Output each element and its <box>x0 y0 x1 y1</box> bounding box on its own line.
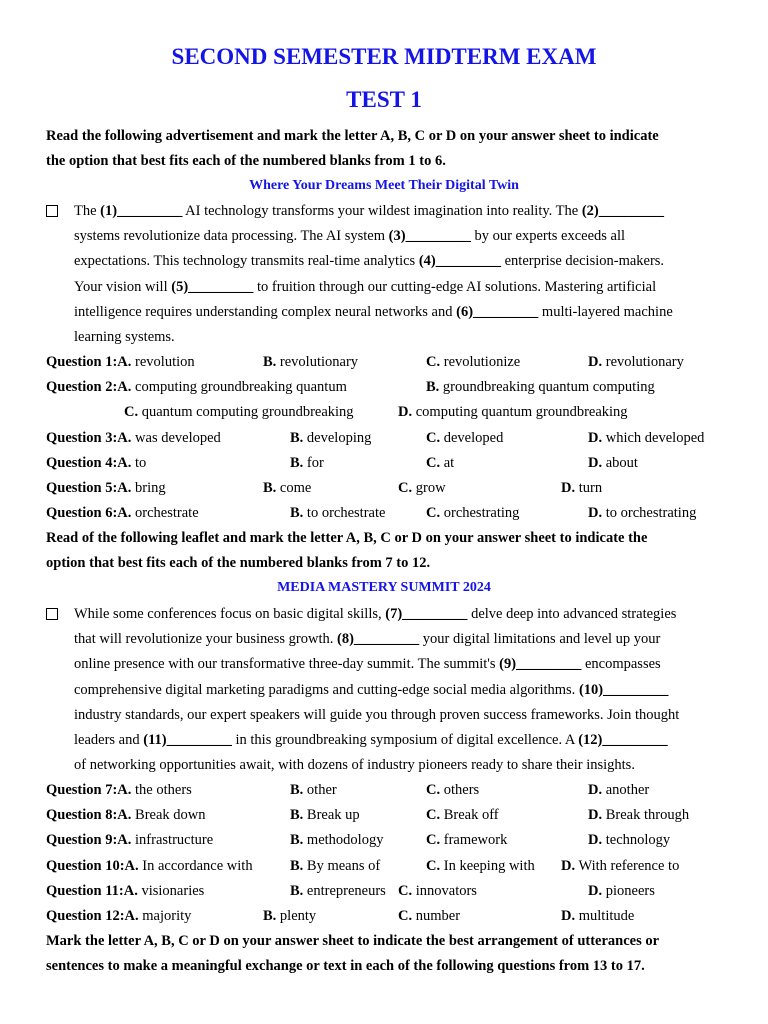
answer-option-c[interactable] <box>426 504 519 522</box>
passage-text: systems revolutionize data processing. The AI system <box>74 228 389 245</box>
option-text: to orchestrate <box>303 505 386 522</box>
leaflet-passage-line <box>74 706 679 724</box>
leaflet-passage-line <box>74 630 660 648</box>
option-letter: D. <box>588 882 603 899</box>
option-letter: C. <box>426 832 441 849</box>
answer-option-a[interactable] <box>46 781 192 799</box>
passage-text: your digital limitations and level up your <box>419 631 661 648</box>
answer-option-a[interactable] <box>46 378 347 396</box>
option-text: the others <box>131 782 192 798</box>
passage-text: multi-layered machine <box>538 303 673 320</box>
answer-option-b[interactable] <box>263 907 316 925</box>
blank-number: (7)_________ <box>385 606 468 622</box>
option-text: others <box>440 782 480 798</box>
question-label: Question 3: <box>46 429 118 446</box>
option-text: revolution <box>131 354 195 370</box>
option-text: revolutionary <box>602 354 684 370</box>
option-text: infrastructure <box>131 832 214 849</box>
option-text: computing groundbreaking quantum <box>131 379 347 396</box>
option-text: framework <box>440 832 508 849</box>
option-letter: A. <box>117 379 132 396</box>
option-letter: B. <box>290 505 304 522</box>
blank-number: (9)_________ <box>499 656 582 673</box>
option-text: With reference to <box>575 857 680 874</box>
option-text: number <box>412 908 461 924</box>
option-text: about <box>602 454 638 471</box>
option-text: to orchestrating <box>602 505 697 522</box>
answer-option-a[interactable] <box>46 806 206 824</box>
passage-text: in this groundbreaking symposium of digital excellence. A <box>231 732 579 748</box>
advertisement-passage-line <box>74 227 625 245</box>
exam-title: SECOND SEMESTER MIDTERM EXAM <box>171 44 597 69</box>
leaflet-heading: MEDIA MASTERY SUMMIT 2024 <box>277 580 491 595</box>
answer-option-d[interactable] <box>588 504 696 522</box>
option-text: Break through <box>602 807 690 824</box>
answer-option-c[interactable] <box>124 403 354 421</box>
blank-number: (2)_________ <box>581 203 664 219</box>
answer-option-a[interactable] <box>46 831 213 849</box>
option-letter: D. <box>588 354 603 370</box>
blank-number: (1)_________ <box>100 203 183 219</box>
option-letter: A. <box>117 454 132 471</box>
option-letter: A. <box>124 908 139 924</box>
answer-option-b[interactable] <box>290 806 360 824</box>
option-text: technology <box>602 832 671 849</box>
option-letter: C. <box>124 404 139 421</box>
blank-number: (3)_________ <box>388 228 471 245</box>
instructions-2-line: option that best fits each of the numbered blanks from 7 to 12. <box>46 555 431 571</box>
option-letter: C. <box>426 429 441 446</box>
answer-option-a[interactable] <box>46 429 221 447</box>
option-letter: A. <box>117 807 132 824</box>
option-letter: B. <box>290 857 304 874</box>
blank-number: (5)_________ <box>171 278 254 295</box>
option-text: By means of <box>303 857 381 874</box>
option-text: to <box>131 454 147 471</box>
passage-text: of networking opportunities await, with dozens of industry pioneers ready to share their insights. <box>74 757 635 774</box>
blank-number: (6)_________ <box>456 303 539 320</box>
option-text: for <box>303 454 324 471</box>
option-text: grow <box>412 480 446 496</box>
option-text: developing <box>303 429 372 446</box>
option-text: pioneers <box>602 882 655 899</box>
option-text: groundbreaking quantum computing <box>439 379 655 396</box>
option-letter: A. <box>123 882 138 899</box>
answer-option-c[interactable] <box>426 857 535 875</box>
option-letter: A. <box>117 505 132 522</box>
leaflet-passage-line <box>74 731 668 749</box>
option-text: orchestrating <box>440 505 520 522</box>
answer-option-c[interactable] <box>426 454 454 472</box>
bullet-square-icon <box>46 608 58 620</box>
option-letter: D. <box>588 505 603 522</box>
leaflet-passage-line <box>74 655 661 673</box>
option-text: quantum computing groundbreaking <box>138 404 354 421</box>
answer-option-c[interactable] <box>426 429 503 447</box>
passage-text: that will revolutionize your business growth. <box>74 631 337 648</box>
answer-option-a[interactable] <box>46 479 166 497</box>
passage-text: encompasses <box>581 656 661 673</box>
answer-option-b[interactable] <box>290 831 383 849</box>
answer-option-c[interactable] <box>398 882 477 900</box>
blank-number: (4)_________ <box>418 253 501 270</box>
option-letter: C. <box>426 857 441 874</box>
passage-text: intelligence requires understanding complex neural networks and <box>74 303 457 320</box>
option-letter: C. <box>426 505 441 522</box>
answer-option-b[interactable] <box>290 429 371 447</box>
option-text: revolutionary <box>276 354 359 370</box>
option-letter: A. <box>117 832 132 849</box>
instructions-3-line: Mark the letter A, B, C or D on your answer sheet to indicate the best arrangement of utterances or <box>46 933 660 949</box>
answer-option-a[interactable] <box>46 353 195 371</box>
passage-text: delve deep into advanced strategies <box>467 606 677 622</box>
option-letter: A. <box>117 782 132 798</box>
option-letter: C. <box>426 782 441 798</box>
answer-option-a[interactable] <box>46 454 146 472</box>
option-text: was developed <box>131 429 221 446</box>
answer-option-a[interactable] <box>46 857 253 875</box>
answer-option-d[interactable] <box>561 907 634 925</box>
answer-option-a[interactable] <box>46 504 199 522</box>
question-label: Question 11: <box>46 882 124 899</box>
passage-text: While some conferences focus on basic digital skills, <box>74 606 386 622</box>
option-letter: B. <box>290 832 304 849</box>
instructions-1-line: Read the following advertisement and mark the letter A, B, C or D on your answer sheet to indicate <box>46 128 659 144</box>
option-text: methodology <box>303 832 384 849</box>
answer-option-d[interactable] <box>398 403 628 421</box>
option-text: developed <box>440 429 504 446</box>
option-letter: B. <box>263 354 277 370</box>
option-text: majority <box>138 908 192 924</box>
bullet-square-icon <box>46 205 58 217</box>
passage-text: leaders and <box>74 732 144 748</box>
question-label: Question 5: <box>46 480 118 496</box>
answer-option-c[interactable] <box>398 479 446 497</box>
option-text: multitude <box>575 908 635 924</box>
question-label: Question 2: <box>46 379 118 396</box>
option-letter: D. <box>588 429 603 446</box>
answer-option-a[interactable] <box>46 882 204 900</box>
answer-option-c[interactable] <box>426 831 507 849</box>
answer-option-c[interactable] <box>398 907 460 925</box>
option-letter: D. <box>588 782 603 798</box>
answer-option-d[interactable] <box>588 454 638 472</box>
answer-option-b[interactable] <box>426 378 655 396</box>
option-text: another <box>602 782 650 798</box>
option-text: Break up <box>303 807 360 824</box>
option-text: In accordance with <box>138 857 253 874</box>
leaflet-passage-line <box>74 605 676 623</box>
option-text: come <box>276 480 312 496</box>
question-label: Question 12: <box>46 908 125 924</box>
option-text: bring <box>131 480 166 496</box>
passage-text: enterprise decision-makers. <box>501 253 665 270</box>
answer-option-b[interactable] <box>290 857 380 875</box>
option-letter: D. <box>561 857 576 874</box>
advertisement-heading: Where Your Dreams Meet Their Digital Twin <box>249 178 519 193</box>
instructions-1-line: the option that best fits each of the numbered blanks from 1 to 6. <box>46 153 446 169</box>
test-number: TEST 1 <box>346 87 422 112</box>
passage-text: online presence with our transformative three-day summit. The summit's <box>74 656 500 673</box>
blank-number: (12)_________ <box>578 732 668 748</box>
answer-option-d[interactable] <box>588 781 649 799</box>
option-text: plenty <box>276 908 317 924</box>
option-letter: A. <box>117 480 132 496</box>
advertisement-passage-line <box>74 252 664 270</box>
question-label: Question 7: <box>46 782 118 798</box>
instructions-3-line: sentences to make a meaningful exchange or text in each of the following questions from 13 to 17. <box>46 958 645 974</box>
question-label: Question 8: <box>46 807 118 824</box>
passage-text: by our experts exceeds all <box>470 228 626 245</box>
option-letter: B. <box>290 807 304 824</box>
option-text: innovators <box>412 882 477 899</box>
answer-option-c[interactable] <box>426 353 520 371</box>
passage-text: learning systems. <box>74 329 175 345</box>
option-text: Break down <box>131 807 206 824</box>
answer-option-b[interactable] <box>290 882 386 900</box>
option-text: other <box>303 782 337 798</box>
passage-text: AI technology transforms your wildest imagination into reality. The <box>182 203 582 219</box>
answer-option-b[interactable] <box>290 454 324 472</box>
option-letter: B. <box>290 429 304 446</box>
option-text: entrepreneurs <box>303 882 386 899</box>
option-letter: D. <box>561 908 576 924</box>
answer-option-b[interactable] <box>263 353 358 371</box>
answer-option-d[interactable] <box>588 806 689 824</box>
answer-option-d[interactable] <box>561 857 679 875</box>
option-letter: B. <box>263 908 277 924</box>
option-letter: C. <box>398 908 413 924</box>
passage-text: to fruition through our cutting-edge AI solutions. Mastering artificial <box>253 278 657 295</box>
answer-option-d[interactable] <box>588 429 704 447</box>
advertisement-passage-line <box>74 303 673 321</box>
advertisement-passage-line <box>74 278 656 296</box>
option-letter: C. <box>398 480 413 496</box>
option-letter: A. <box>117 429 132 446</box>
option-text: which developed <box>602 429 705 446</box>
advertisement-passage-line <box>74 328 175 346</box>
passage-text: comprehensive digital marketing paradigms and cutting-edge social media algorithms. <box>74 681 579 698</box>
question-label: Question 1: <box>46 354 118 370</box>
option-text: visionaries <box>137 882 205 899</box>
option-letter: B. <box>290 782 304 798</box>
answer-option-b[interactable] <box>290 781 337 799</box>
option-text: at <box>440 454 455 471</box>
answer-option-d[interactable] <box>588 882 655 900</box>
option-letter: D. <box>561 480 576 496</box>
answer-option-c[interactable] <box>426 806 499 824</box>
answer-option-b[interactable] <box>290 504 385 522</box>
option-text: revolutionize <box>440 354 521 370</box>
option-letter: B. <box>290 882 304 899</box>
answer-option-a[interactable] <box>46 907 191 925</box>
option-letter: D. <box>398 404 413 421</box>
option-text: turn <box>575 480 603 496</box>
option-text: Break off <box>440 807 499 824</box>
option-letter: C. <box>398 882 413 899</box>
option-letter: C. <box>426 354 441 370</box>
option-text: orchestrate <box>131 505 199 522</box>
blank-number: (10)_________ <box>578 681 669 698</box>
leaflet-passage-line <box>74 756 635 774</box>
question-label: Question 9: <box>46 832 118 849</box>
answer-option-d[interactable] <box>561 479 602 497</box>
answer-option-c[interactable] <box>426 781 479 799</box>
question-label: Question 6: <box>46 505 118 522</box>
option-text: computing quantum groundbreaking <box>412 404 628 421</box>
option-letter: C. <box>426 807 441 824</box>
advertisement-passage-line <box>74 202 664 220</box>
option-text: In keeping with <box>440 857 535 874</box>
option-letter: B. <box>426 379 440 396</box>
blank-number: (8)_________ <box>336 631 420 648</box>
answer-option-d[interactable] <box>588 831 670 849</box>
option-letter: D. <box>588 807 603 824</box>
option-letter: A. <box>117 354 132 370</box>
answer-option-b[interactable] <box>263 479 311 497</box>
option-letter: A. <box>124 857 139 874</box>
blank-number: (11)_________ <box>143 732 232 748</box>
instructions-2-line: Read of the following leaflet and mark the letter A, B, C or D on your answer sheet to indicate the <box>46 530 648 546</box>
question-label: Question 10: <box>46 857 125 874</box>
question-label: Question 4: <box>46 454 118 471</box>
option-letter: D. <box>588 832 603 849</box>
option-letter: D. <box>588 454 603 471</box>
passage-text: expectations. This technology transmits real-time analytics <box>74 253 419 270</box>
leaflet-passage-line <box>74 681 668 699</box>
option-letter: B. <box>290 454 304 471</box>
option-letter: C. <box>426 454 441 471</box>
passage-text: The <box>74 203 101 219</box>
option-letter: B. <box>263 480 277 496</box>
passage-text: Your vision will <box>74 278 172 295</box>
passage-text: industry standards, our expert speakers will guide you through proven success frameworks. Join thought <box>74 706 680 723</box>
answer-option-d[interactable] <box>588 353 684 371</box>
